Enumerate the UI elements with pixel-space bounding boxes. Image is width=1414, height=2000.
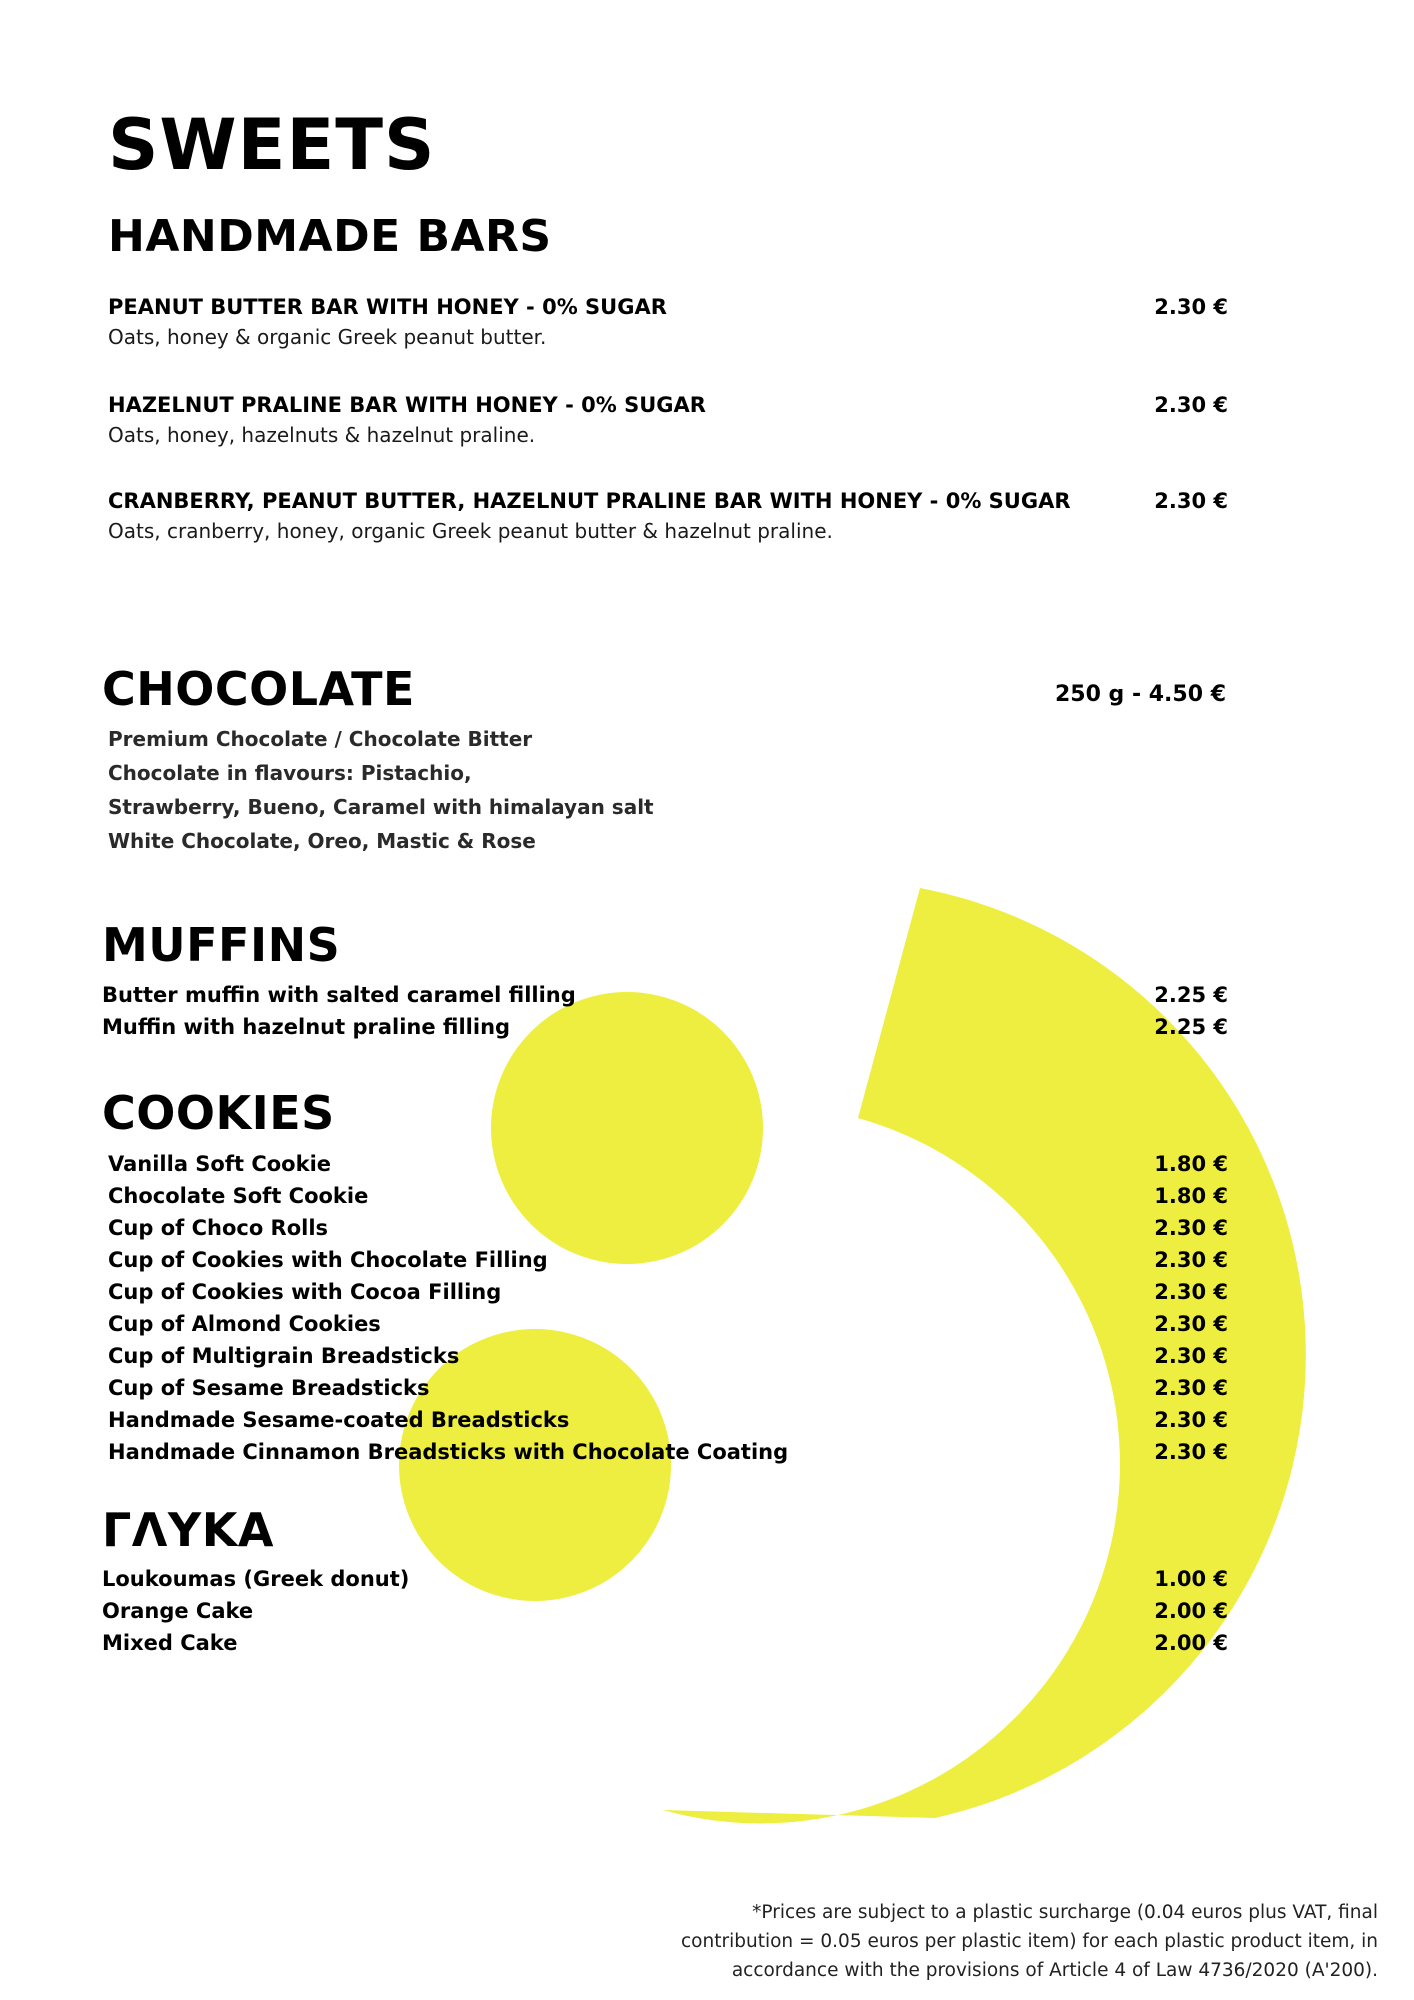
chocolate-line: Strawberry, Bueno, Caramel with himalayan salt <box>108 795 654 819</box>
footnote-line: accordance with the provisions of Article 4 of Law 4736/2020 (A'200). <box>731 1960 1378 1981</box>
footnote-line: *Prices are subject to a plastic surcharge (0.04 euros plus VAT, final <box>752 1902 1378 1923</box>
list-item <box>108 1212 1228 1244</box>
item-price: 2.30 € <box>1154 1216 1228 1240</box>
item-price: 1.80 € <box>1154 1184 1228 1208</box>
footnote-line: contribution = 0.05 euros per plastic item) for each plastic product item, in <box>681 1931 1378 1952</box>
item-price: 2.30 € <box>1154 1376 1228 1400</box>
item-name: HAZELNUT PRALINE BAR WITH HONEY - 0% SUGAR <box>108 393 706 417</box>
item-name: Handmade Cinnamon Breadsticks with Chocolate Coating <box>108 1440 789 1464</box>
item-price: 1.80 € <box>1154 1152 1228 1176</box>
item-name: Orange Cake <box>102 1599 254 1623</box>
menu-item <box>108 292 1228 352</box>
item-name: Cup of Multigrain Breadsticks <box>108 1344 460 1368</box>
item-price: 2.30 € <box>1154 489 1228 513</box>
menu-item <box>108 390 1228 450</box>
list-item <box>108 1244 1228 1276</box>
item-name: Cup of Sesame Breadsticks <box>108 1376 430 1400</box>
item-name: Cup of Cookies with Chocolate Filling <box>108 1248 548 1272</box>
item-name: Muffin with hazelnut praline filling <box>102 1015 511 1039</box>
item-name: Handmade Sesame-coated Breadsticks <box>108 1408 570 1432</box>
item-name: Cup of Choco Rolls <box>108 1216 329 1240</box>
glyka-list <box>102 1563 1228 1659</box>
item-price: 2.30 € <box>1154 1440 1228 1464</box>
item-description: Oats, cranberry, honey, organic Greek peanut butter & hazelnut praline. <box>108 519 833 543</box>
list-item <box>108 1404 1228 1436</box>
item-name: Butter muffin with salted caramel filling <box>102 983 576 1007</box>
item-price: 2.30 € <box>1154 1312 1228 1336</box>
chocolate-line: White Chocolate, Oreo, Mastic & Rose <box>108 829 536 853</box>
item-price: 2.30 € <box>1154 1248 1228 1272</box>
item-price: 1.00 € <box>1154 1567 1228 1591</box>
cookies-heading: COOKIES <box>102 1086 335 1140</box>
muffins-heading: MUFFINS <box>102 918 341 972</box>
price-footnote <box>558 1898 1378 1985</box>
item-description: Oats, honey & organic Greek peanut butter. <box>108 325 547 349</box>
muffins-list <box>102 979 1228 1043</box>
chocolate-line: Premium Chocolate / Chocolate Bitter <box>108 727 533 751</box>
cookies-list <box>108 1148 1228 1468</box>
item-name: Cup of Almond Cookies <box>108 1312 381 1336</box>
list-item <box>108 1372 1228 1404</box>
list-item <box>102 979 1228 1011</box>
list-item <box>102 1595 1228 1627</box>
handmade-bars-heading: HANDMADE BARS <box>108 211 552 262</box>
menu-item <box>108 486 1228 546</box>
chocolate-description <box>108 722 654 858</box>
item-name: Cup of Cookies with Cocoa Filling <box>108 1280 502 1304</box>
item-price: 2.30 € <box>1154 1344 1228 1368</box>
page-title: SWEETS <box>108 104 436 186</box>
list-item <box>108 1340 1228 1372</box>
item-price: 2.30 € <box>1154 393 1228 417</box>
list-item <box>108 1308 1228 1340</box>
item-price: 2.30 € <box>1154 1408 1228 1432</box>
item-name: Vanilla Soft Cookie <box>108 1152 332 1176</box>
list-item <box>108 1276 1228 1308</box>
item-price: 2.30 € <box>1154 295 1228 319</box>
item-description: Oats, honey, hazelnuts & hazelnut praline. <box>108 423 536 447</box>
list-item <box>102 1011 1228 1043</box>
item-price: 2.00 € <box>1154 1631 1228 1655</box>
item-price: 2.25 € <box>1154 983 1228 1007</box>
list-item <box>102 1627 1228 1659</box>
item-name: Mixed Cake <box>102 1631 238 1655</box>
list-item <box>102 1563 1228 1595</box>
list-item <box>108 1148 1228 1180</box>
glyka-heading: ΓΛΥΚΑ <box>102 1503 274 1557</box>
chocolate-heading: CHOCOLATE <box>102 662 415 716</box>
chocolate-price: 250 g - 4.50 € <box>1054 682 1226 707</box>
item-name: PEANUT BUTTER BAR WITH HONEY - 0% SUGAR <box>108 295 667 319</box>
item-price: 2.00 € <box>1154 1599 1228 1623</box>
item-name: Chocolate Soft Cookie <box>108 1184 369 1208</box>
item-price: 2.25 € <box>1154 1015 1228 1039</box>
item-name: Loukoumas (Greek donut) <box>102 1567 410 1591</box>
list-item <box>108 1180 1228 1212</box>
item-name: CRANBERRY, PEANUT BUTTER, HAZELNUT PRALINE BAR WITH HONEY - 0% SUGAR <box>108 489 1071 513</box>
item-price: 2.30 € <box>1154 1280 1228 1304</box>
list-item <box>108 1436 1228 1468</box>
chocolate-line: Chocolate in flavours: Pistachio, <box>108 761 472 785</box>
